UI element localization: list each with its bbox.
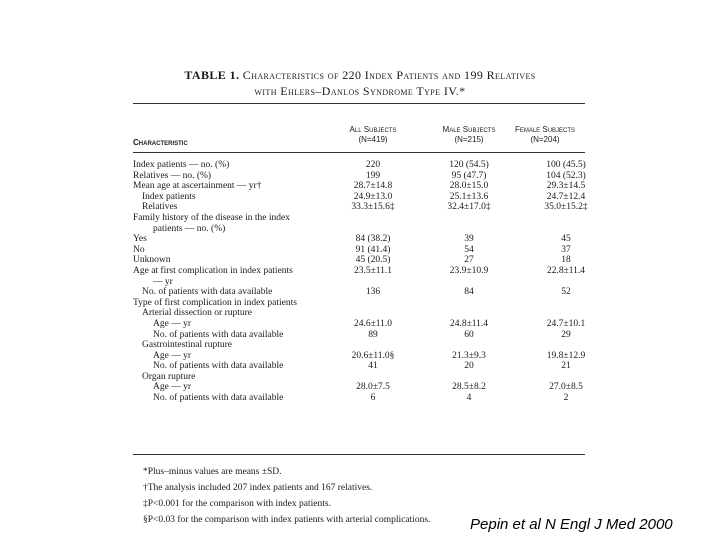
cell-col2: 25.1±13.6: [449, 191, 489, 202]
row-label: Yes: [133, 234, 147, 245]
row-label: Organ rupture: [142, 371, 196, 382]
footnote: *Plus–minus values are means ±SD.: [143, 467, 282, 477]
row-label: Arterial dissection or rupture: [142, 308, 253, 319]
cell-col2: 4: [466, 393, 472, 404]
cell-col1: 33.3±15.6‡: [351, 202, 395, 213]
row-label: No. of patients with data available: [142, 287, 273, 298]
table-row: [133, 308, 585, 319]
row-label: Unknown: [133, 255, 171, 266]
row-label: Type of first complication in index patients: [133, 297, 297, 308]
row-label: Relatives — no. (%): [133, 170, 212, 181]
table-row: [133, 160, 585, 171]
cell-col1: 20.6±11.0§: [351, 350, 395, 361]
row-label: Age — yr: [153, 382, 191, 393]
cell-col3: 18: [561, 255, 571, 266]
footnotes: [143, 464, 430, 528]
row-label: Family history of the disease in the index: [133, 212, 290, 223]
cell-col2: 84: [464, 287, 474, 298]
table-row: [133, 361, 585, 372]
table-row: [133, 351, 585, 362]
cell-col2: 20: [464, 361, 474, 372]
table-title-text: Characteristics of 220 Index Patients and 199 Relatives: [242, 68, 536, 82]
table-row: [133, 393, 585, 404]
table-row: [133, 372, 585, 383]
cell-col1: 45 (20.5): [355, 255, 391, 266]
header-col1-n: (N=419): [358, 135, 388, 144]
bottom-rule: [133, 454, 585, 455]
cell-col3: 24.7±12.4: [546, 191, 586, 202]
cell-col1: 41: [368, 361, 378, 372]
table-row: [133, 277, 585, 288]
cell-col1: 23.5±11.1: [353, 265, 393, 276]
row-label: patients — no. (%): [153, 223, 226, 234]
table-row: [133, 298, 585, 309]
header-col1: [328, 125, 418, 145]
table-title-line2: with Ehlers–Danlos Syndrome Type IV.*: [254, 84, 466, 98]
header-characteristic: Characteristic: [133, 138, 188, 147]
cell-col1: 89: [368, 329, 378, 340]
cell-col1: 136: [365, 287, 381, 298]
table-row: [133, 287, 585, 298]
row-label: Relatives: [142, 202, 178, 213]
cell-col3: 52: [561, 287, 571, 298]
table-row: [133, 234, 585, 245]
cell-col2: 28.5±8.2: [452, 382, 486, 393]
data-table: [133, 160, 588, 404]
cell-col3: 27.0±8.5: [549, 382, 583, 393]
cell-col1: 24.6±11.0: [353, 318, 393, 329]
table-row: [133, 266, 585, 277]
cell-col3: 21: [561, 361, 571, 372]
cell-col3: 24.7±10.1: [546, 318, 586, 329]
cell-col2: 21.3±9.3: [452, 350, 486, 361]
table-row: [133, 330, 585, 341]
cell-col3: 2: [563, 393, 569, 404]
table-row: [133, 255, 585, 266]
cell-col1: 220: [365, 160, 381, 170]
cell-col2: 95 (47.7): [451, 170, 487, 181]
cell-col2: 28.0±15.0: [449, 181, 489, 192]
table-row: [133, 224, 585, 235]
cell-col3: 19.8±12.9: [546, 350, 586, 361]
header-col3: [500, 125, 590, 145]
header-col2-label: Male Subjects: [442, 125, 496, 134]
row-label: Index patients — no. (%): [133, 160, 230, 170]
cell-col1: 91 (41.4): [355, 244, 391, 255]
cell-col2: 24.8±11.4: [449, 318, 489, 329]
footnote: ‡P<0.001 for the comparison with index patients.: [143, 499, 331, 509]
cell-col3: 100 (45.5): [546, 160, 586, 170]
table-row: [133, 192, 585, 203]
cell-col2: 60: [464, 329, 474, 340]
table-row: [133, 213, 585, 224]
table-row: [133, 202, 588, 213]
row-label: No. of patients with data available: [153, 393, 284, 404]
cell-col3: 45: [561, 234, 571, 245]
table-row: [133, 181, 585, 192]
cell-col2: 120 (54.5): [449, 160, 489, 170]
row-label: Age — yr: [153, 350, 191, 361]
row-label: Index patients: [142, 191, 196, 202]
cell-col1: 84 (38.2): [355, 234, 391, 245]
row-label: — yr: [153, 276, 173, 287]
header-col2-n: (N=215): [454, 135, 484, 144]
cell-col1: 6: [370, 393, 376, 404]
cell-col2: 39: [464, 234, 474, 245]
row-label: No. of patients with data available: [153, 329, 284, 340]
cell-col3: 22.8±11.4: [546, 265, 586, 276]
cell-col3: 37: [561, 244, 571, 255]
header-col3-label: Female Subjects: [514, 125, 576, 134]
cell-col1: 28.7±14.8: [353, 181, 393, 192]
header-col3-n: (N=204): [530, 135, 560, 144]
cell-col3: 29.3±14.5: [546, 181, 586, 192]
table-row: [133, 319, 585, 330]
cell-col3: 35.0±15.2‡: [544, 202, 588, 213]
header-rule: [133, 152, 585, 153]
row-label: Age — yr: [153, 318, 191, 329]
table-title-line1: [0, 68, 720, 83]
header-col1-label: All Subjects: [349, 125, 397, 134]
cell-col1: 24.9±13.0: [353, 191, 393, 202]
row-label: Mean age at ascertainment — yr†: [133, 181, 262, 192]
cell-col2: 32.4±17.0‡: [447, 202, 491, 213]
table-row: [133, 382, 585, 393]
cell-col2: 27: [464, 255, 474, 266]
cell-col3: 29: [561, 329, 571, 340]
row-label: No. of patients with data available: [153, 361, 284, 372]
cell-col1: 28.0±7.5: [356, 382, 390, 393]
row-label: Gastrointestinal rupture: [142, 340, 232, 351]
row-label: Age at first complication in index patients: [133, 265, 293, 276]
citation: Pepin et al N Engl J Med 2000: [470, 516, 673, 533]
table-row: [133, 245, 585, 256]
top-rule: [133, 103, 585, 104]
cell-col2: 54: [464, 244, 474, 255]
cell-col2: 23.9±10.9: [449, 265, 489, 276]
cell-col3: 104 (52.3): [546, 170, 586, 181]
table-row: [133, 340, 585, 351]
row-label: No: [133, 244, 145, 255]
table-row: [133, 171, 585, 182]
footnote: †The analysis included 207 index patients and 167 relatives.: [143, 483, 373, 493]
table-label: TABLE 1.: [184, 68, 240, 82]
footnote: §P<0.03 for the comparison with index patients with arterial complications.: [143, 515, 431, 525]
cell-col1: 199: [365, 170, 381, 181]
